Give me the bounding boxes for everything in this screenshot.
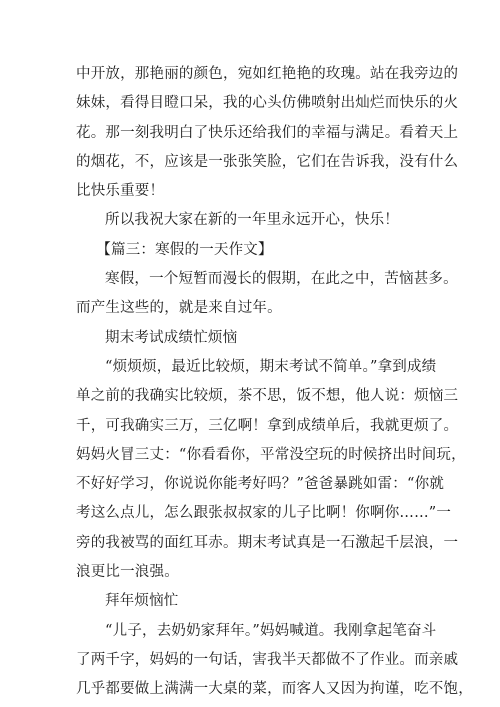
text-line: 妹妹，看得目瞪口呆，我的心头仿佛喷射出灿烂而快乐的火 — [76, 95, 459, 112]
heading-text: 【篇三：寒假的一天作文】 — [96, 241, 273, 258]
subheading-text: 期末考试成绩忙烦恼 — [105, 329, 238, 346]
text-line: 浪更比一浪强。 — [76, 564, 179, 581]
paragraph-fireworks — [76, 60, 459, 206]
text-line: “儿子，去奶奶家拜年。”妈妈喊道。我刚拿起笔奋斗 — [105, 622, 437, 639]
paragraph-new-year-visit — [76, 617, 473, 705]
text-line: 了两千字，妈妈的一句话，害我半天都做不了作业。而亲戚 — [76, 651, 459, 668]
text-line: 千，可我确实三万，三亿啊！拿到成绩单后，我就更烦了。 — [76, 417, 459, 434]
text-line: 几乎都要做上满满一大桌的菜，而客人又因为拘谨，吃不饱， — [76, 681, 473, 698]
subheading-exam — [76, 324, 432, 353]
paragraph-exam — [76, 353, 466, 587]
text-line: 中开放，那艳丽的颜色，宛如红艳艳的玫瑰。站在我旁边的 — [76, 66, 459, 82]
paragraph-winter-break — [76, 265, 458, 324]
text-line: 旁的我被骂的面红耳赤。期末考试真是一石激起千层浪，一 — [76, 534, 459, 551]
text-line: “烦烦烦，最近比较烦，期末考试不简单。”拿到成绩 — [105, 358, 437, 375]
text-line: 单之前的我确实比较烦，茶不思，饭不想，他人说：烦恼三 — [76, 388, 459, 405]
text-line: 花。那一刻我明白了快乐还给我们的幸福与满足。看着天上 — [76, 124, 459, 141]
document-body — [76, 60, 473, 705]
text-line: 寒假，一个短暂而漫长的假期，在此之中，苦恼甚多。 — [105, 271, 458, 288]
paragraph-wishes — [76, 206, 432, 235]
text-line: 考这么点儿，怎么跟张叔叔家的儿子比啊！你啊你……”一 — [76, 505, 452, 522]
section-heading — [76, 236, 432, 265]
text-line: 所以我祝大家在新的一年里永远开心，快乐！ — [105, 212, 399, 229]
text-line: 比快乐重要！ — [76, 183, 165, 200]
text-line: 妈妈火冒三丈：“你看看你，平常没空玩的时候挤出时间玩， — [76, 446, 466, 463]
text-line: 而产生这些的，就是来自过年。 — [76, 300, 282, 317]
text-line: 不好好学习，你说说你能考好吗？”爸爸暴跳如雷：“你就 — [76, 476, 445, 493]
text-line: 的烟花，不，应该是一张张笑脸，它们在告诉我，没有什么 — [76, 153, 459, 170]
subheading-new-year-visit — [76, 587, 432, 616]
subheading-text: 拜年烦恼忙 — [105, 593, 179, 610]
